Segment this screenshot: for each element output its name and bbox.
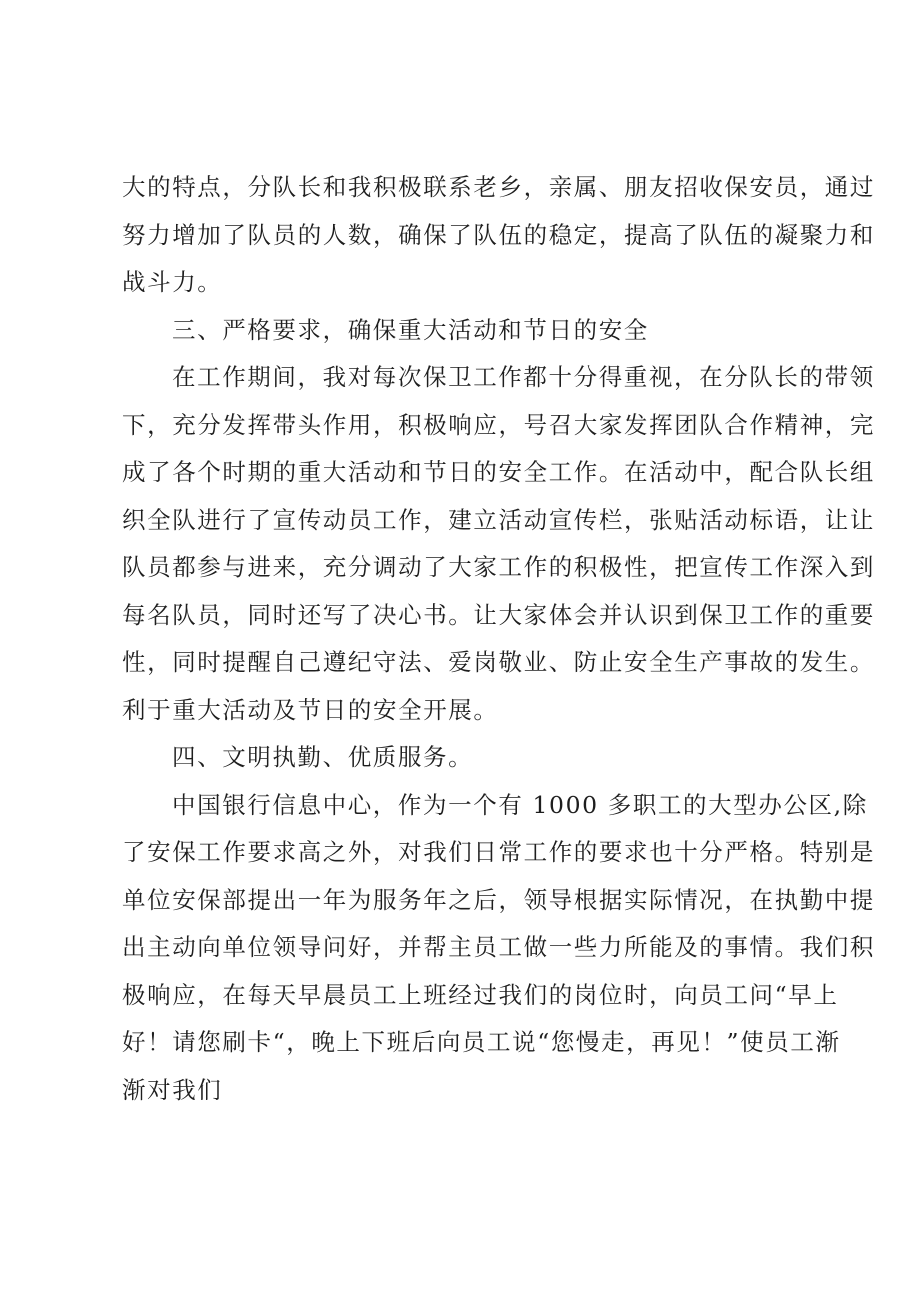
text-line: 成了各个时期的重大活动和节日的安全工作。在活动中，配合队长组 bbox=[122, 458, 875, 486]
text-line: 渐对我们 bbox=[122, 1075, 223, 1104]
text-line: 战斗力。 bbox=[122, 268, 223, 296]
text-line: 大的特点，分队长和我积极联系老乡，亲属、朋友招收保安员，通过 bbox=[122, 173, 875, 201]
text-line: 中国银行信息中心，作为一个有 1000 多职工的大型办公区,除 bbox=[172, 790, 868, 819]
text-line: 队员都参与进来，充分调动了大家工作的积极性，把宣传工作深入到 bbox=[122, 553, 875, 581]
text-line: 性，同时提醒自己遵纪守法、爱岗敬业、防止安全生产事故的发生。 bbox=[122, 648, 875, 676]
text-line: 单位安保部提出一年为服务年之后，领导根据实际情况，在执勤中提 bbox=[122, 885, 875, 914]
text-line: 利于重大活动及节日的安全开展。 bbox=[122, 695, 499, 724]
document-body bbox=[122, 164, 875, 1114]
text-line: 努力增加了队员的人数，确保了队伍的稳定，提高了队伍的凝聚力和 bbox=[122, 220, 875, 249]
text-line: 了安保工作要求高之外，对我们日常工作的要求也十分严格。特别是 bbox=[122, 838, 875, 866]
text-line: 出主动向单位领导问好，并帮主员工做一些力所能及的事情。我们积 bbox=[122, 933, 875, 961]
section-heading-4: 四、文明执勤、优质服务。 bbox=[172, 743, 474, 771]
text-line: 极响应，在每天早晨员工上班经过我们的岗位时，向员工问“早上 bbox=[122, 980, 839, 1009]
section-heading-3: 三、严格要求，确保重大活动和节日的安全 bbox=[172, 315, 649, 344]
text-line: 织全队进行了宣传动员工作，建立活动宣传栏，张贴活动标语，让让 bbox=[122, 505, 875, 534]
text-line: 每名队员，同时还写了决心书。让大家体会并认识到保卫工作的重要 bbox=[122, 600, 875, 629]
text-line: 下，充分发挥带头作用，积极响应，号召大家发挥团队合作精神，完 bbox=[122, 410, 875, 439]
text-line: 在工作期间，我对每次保卫工作都十分得重视，在分队长的带领 bbox=[172, 363, 875, 391]
text-line: 好！请您刷卡“，晚上下班后向员工说“您慢走，再见！”使员工渐 bbox=[122, 1028, 841, 1056]
